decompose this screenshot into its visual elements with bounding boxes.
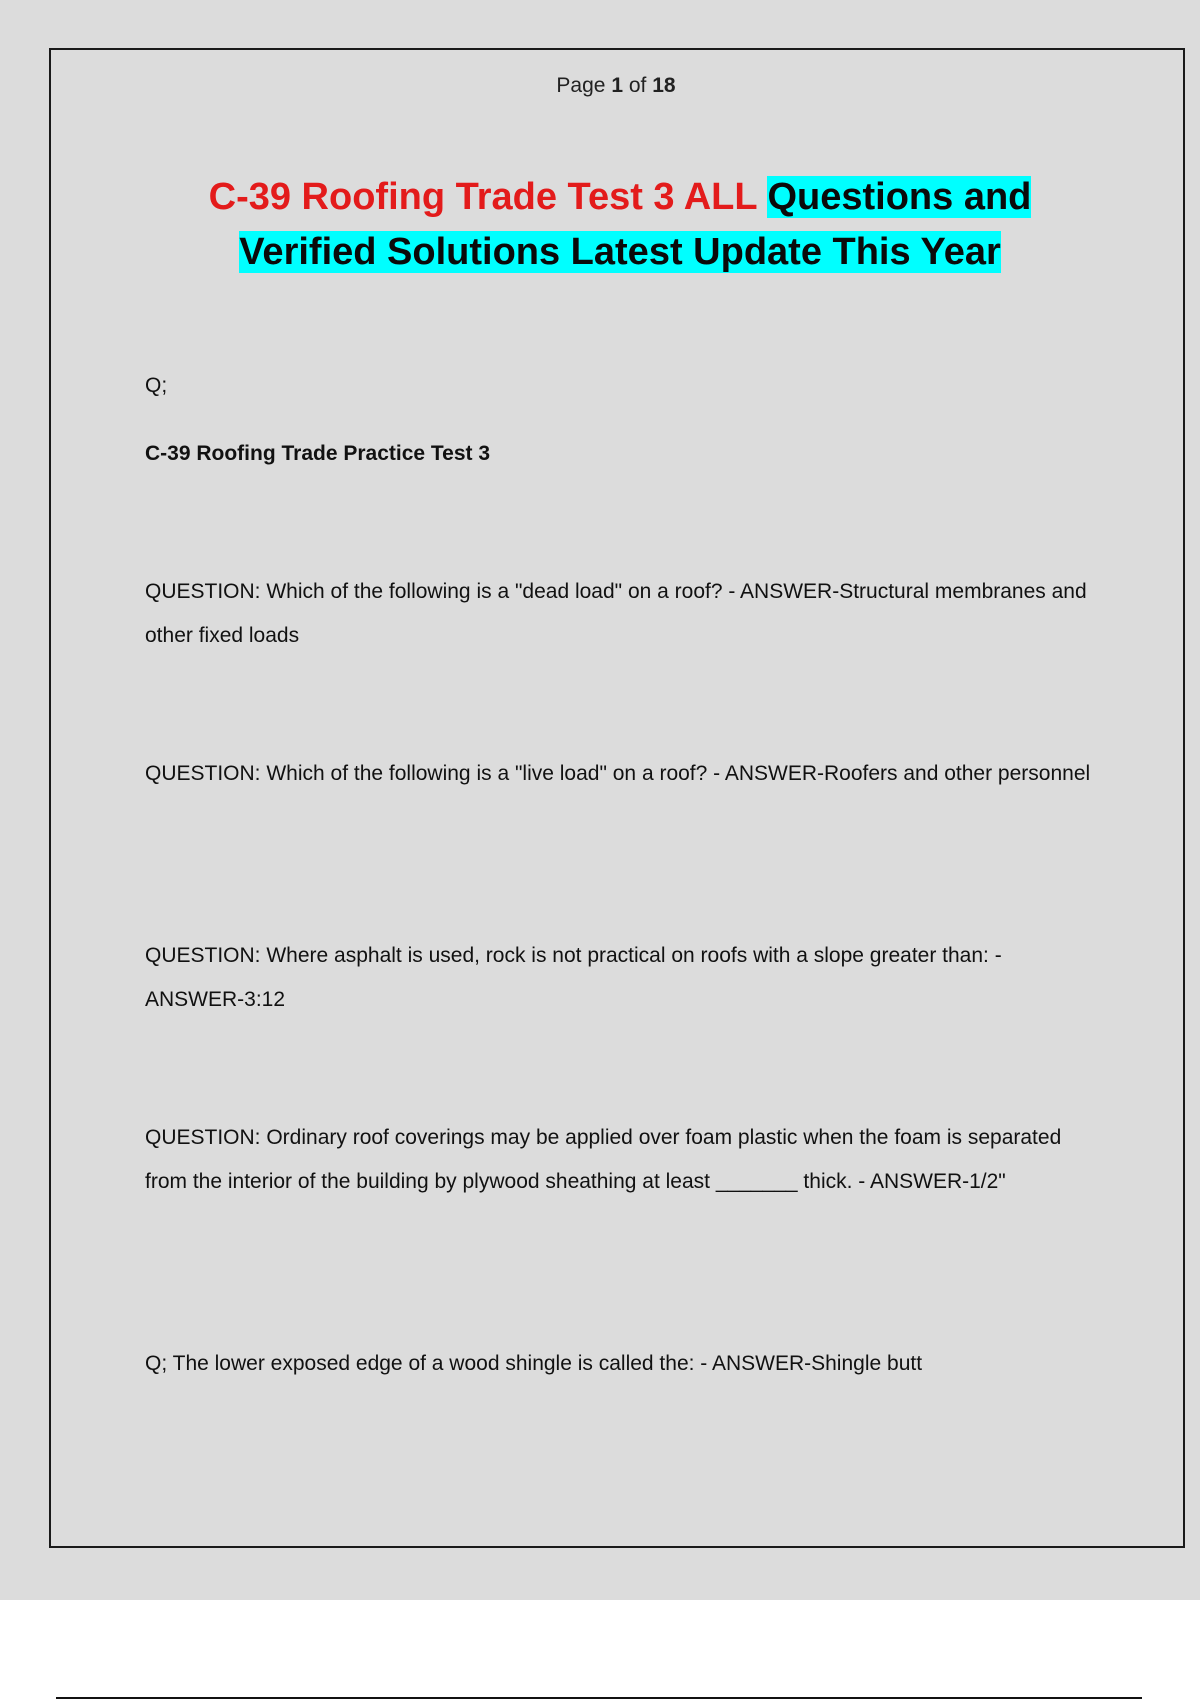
page-label: Page — [556, 74, 606, 97]
page-number — [0, 74, 1200, 98]
document-title — [160, 170, 1080, 280]
question-answer-item: QUESTION: Which of the following is a "dead load" on a roof? - ANSWER-Structural membranes and other fixed loads — [145, 580, 1087, 647]
question-answer-item: QUESTION: Where asphalt is used, rock is not practical on roofs with a slope greater than: - ANSWER-3:12 — [145, 944, 1002, 1011]
title-highlight-line1: Questions and — [767, 176, 1032, 218]
page-total: 18 — [652, 74, 676, 97]
page-of: of — [628, 74, 647, 97]
question-answer-item: QUESTION: Which of the following is a "live load" on a roof? - ANSWER-Roofers and other personnel — [145, 762, 1091, 785]
page-current: 1 — [611, 74, 623, 97]
question-answer-item: Q; The lower exposed edge of a wood shingle is called the: - ANSWER-Shingle butt — [145, 1352, 923, 1375]
q-tag: Q; — [145, 374, 168, 397]
section-subtitle: C-39 Roofing Trade Practice Test 3 — [145, 442, 491, 465]
bottom-divider — [56, 1697, 1142, 1699]
title-red-part: C-39 Roofing Trade Test 3 ALL — [208, 176, 757, 218]
title-highlight-line2: Verified Solutions Latest Update This Year — [239, 231, 1001, 273]
question-answer-item: QUESTION: Ordinary roof coverings may be applied over foam plastic when the foam is separated from the interior of the building by plywood sheathing at least _______ thick. - ANSWER-1/2" — [145, 1126, 1062, 1193]
